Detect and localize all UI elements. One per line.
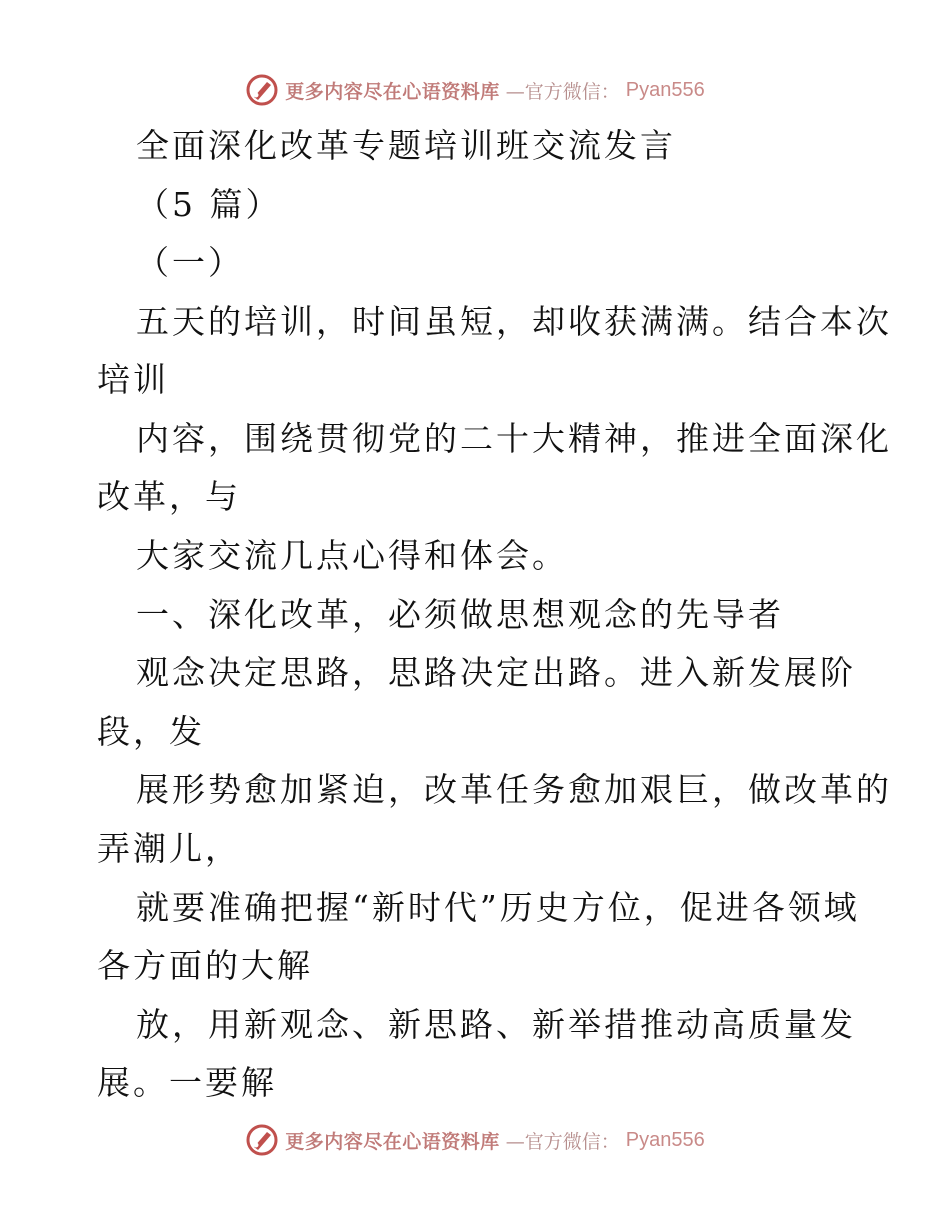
footer-watermark bbox=[0, 1120, 950, 1160]
watermark-official-text: —官方微信： bbox=[505, 1130, 620, 1153]
paragraph-line: 内容，围绕贯彻党的二十大精神，推进全面深化 bbox=[136, 419, 892, 458]
paragraph-line: 放，用新观念、新思路、新举措推动高质量发 bbox=[136, 1005, 856, 1044]
document-title: 全面深化改革专题培训班交流发言 bbox=[136, 126, 676, 165]
paragraph-line: 大家交流几点心得和体会。 bbox=[136, 536, 568, 575]
paragraph-line: 展形势愈加紧迫，改革任务愈加艰巨，做改革的 bbox=[136, 770, 892, 809]
paragraph-line: 观念决定思路，思路决定出路。进入新发展阶 bbox=[136, 653, 856, 692]
section-heading: 一、深化改革，必须做思想观念的先导者 bbox=[136, 595, 784, 634]
pen-seal-icon bbox=[245, 1123, 279, 1157]
paragraph-line: 改革，与 bbox=[97, 477, 241, 516]
document-count: （5 篇） bbox=[136, 185, 282, 224]
paragraph-line: 弄潮儿， bbox=[97, 829, 241, 868]
pen-seal-icon bbox=[245, 73, 279, 107]
section-number: （一） bbox=[136, 243, 244, 282]
paragraph-line: 段，发 bbox=[97, 712, 205, 751]
watermark-wechat-id: Pyan556 bbox=[625, 1128, 705, 1151]
paragraph-line: 展。一要解 bbox=[97, 1063, 277, 1102]
watermark-wechat-id: Pyan556 bbox=[625, 78, 705, 101]
paragraph-line: 培训 bbox=[97, 360, 169, 399]
paragraph-line: 就要准确把握“新时代”历史方位，促进各领域 bbox=[136, 888, 860, 927]
paragraph-line: 各方面的大解 bbox=[97, 946, 313, 985]
paragraph-line: 五天的培训，时间虽短，却收获满满。结合本次 bbox=[136, 302, 892, 341]
watermark-brand-text: 更多内容尽在心语资料库 bbox=[285, 80, 500, 103]
header-watermark bbox=[0, 70, 950, 110]
watermark-official-text: —官方微信： bbox=[505, 80, 620, 103]
watermark-brand-text: 更多内容尽在心语资料库 bbox=[285, 1130, 500, 1153]
